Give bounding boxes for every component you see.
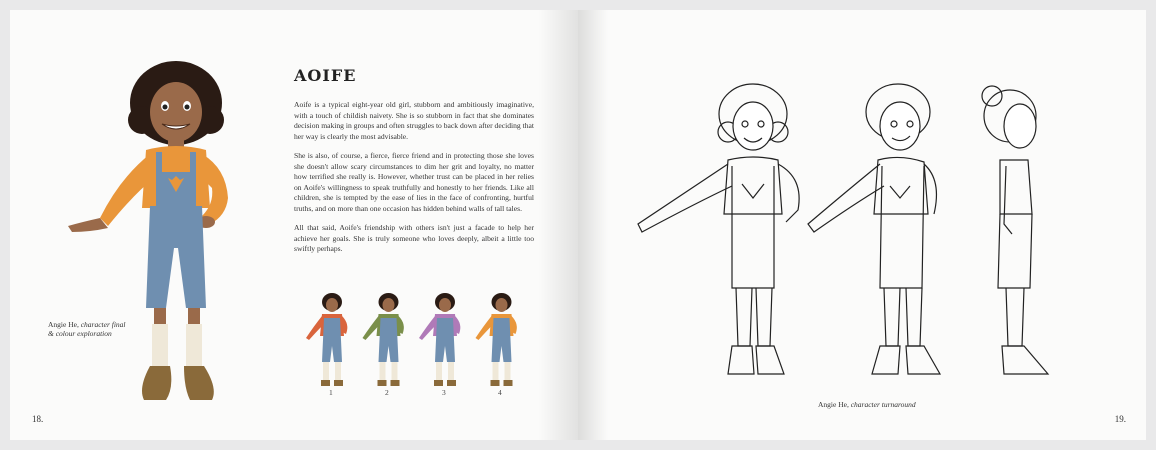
page-number-right: 19. bbox=[1114, 414, 1126, 424]
character-turnaround-illustration bbox=[628, 74, 1058, 394]
character-description bbox=[294, 100, 534, 264]
colour-variant-4 bbox=[476, 293, 517, 386]
left-page bbox=[10, 10, 578, 440]
variant-number-2: 2 bbox=[385, 388, 389, 397]
book-gutter-shadow-right bbox=[578, 10, 608, 440]
colour-variant-3 bbox=[419, 293, 460, 386]
variant-number-3: 3 bbox=[442, 388, 446, 397]
paragraph-2: She is also, of course, a fierce, fierce friend and in protecting those she loves she doesn't allow scary circumstances to dim her grit and loyalty, no matter how terrified she really is. However, whether trust can be placed in her relies on Aoife's willingness to speak truthfully and honestly to her friends. Like all children, she is tempted by the ease of lies in the face of confronting, hurtful truths, and on more than one occasion has hidden behind walls of tall tales. bbox=[294, 151, 534, 213]
colour-variants bbox=[296, 290, 536, 396]
colour-variant-2 bbox=[363, 293, 404, 386]
caption-author-right: Angie He, bbox=[818, 400, 849, 409]
paragraph-1: Aoife is a typical eight-year old girl, stubborn and ambitiously imaginative, with a touch of childish naivety. She is so stubborn in fact that she dominates decision making in groups and often struggles to back down after deciding that her way is clearly the most advisable. bbox=[294, 100, 534, 141]
caption-author: Angie He, bbox=[48, 320, 79, 329]
paragraph-3: All that said, Aoife's friendship with others isn't just a facade to help her achieve her goals. She is truly someone who loves deeply, albeit a little too swiftly perhaps. bbox=[294, 223, 534, 253]
caption-desc-right: character turnaround bbox=[850, 400, 916, 409]
turnaround-front-view bbox=[638, 84, 799, 374]
variant-number-4: 4 bbox=[498, 388, 502, 397]
caption-line2: & colour exploration bbox=[48, 329, 112, 338]
book-gutter-shadow-left bbox=[538, 10, 578, 440]
page-title: AOIFE bbox=[294, 66, 357, 85]
page-number-left: 18. bbox=[32, 414, 44, 424]
colour-variant-1 bbox=[306, 293, 347, 386]
caption-line1: character final bbox=[80, 320, 126, 329]
turnaround-caption bbox=[818, 400, 916, 409]
character-final-illustration bbox=[50, 48, 270, 408]
turnaround-three-quarter-view bbox=[808, 84, 940, 374]
right-page bbox=[578, 10, 1146, 440]
turnaround-side-view bbox=[982, 86, 1048, 374]
variant-number-1: 1 bbox=[329, 388, 333, 397]
illustration-caption bbox=[48, 320, 126, 338]
